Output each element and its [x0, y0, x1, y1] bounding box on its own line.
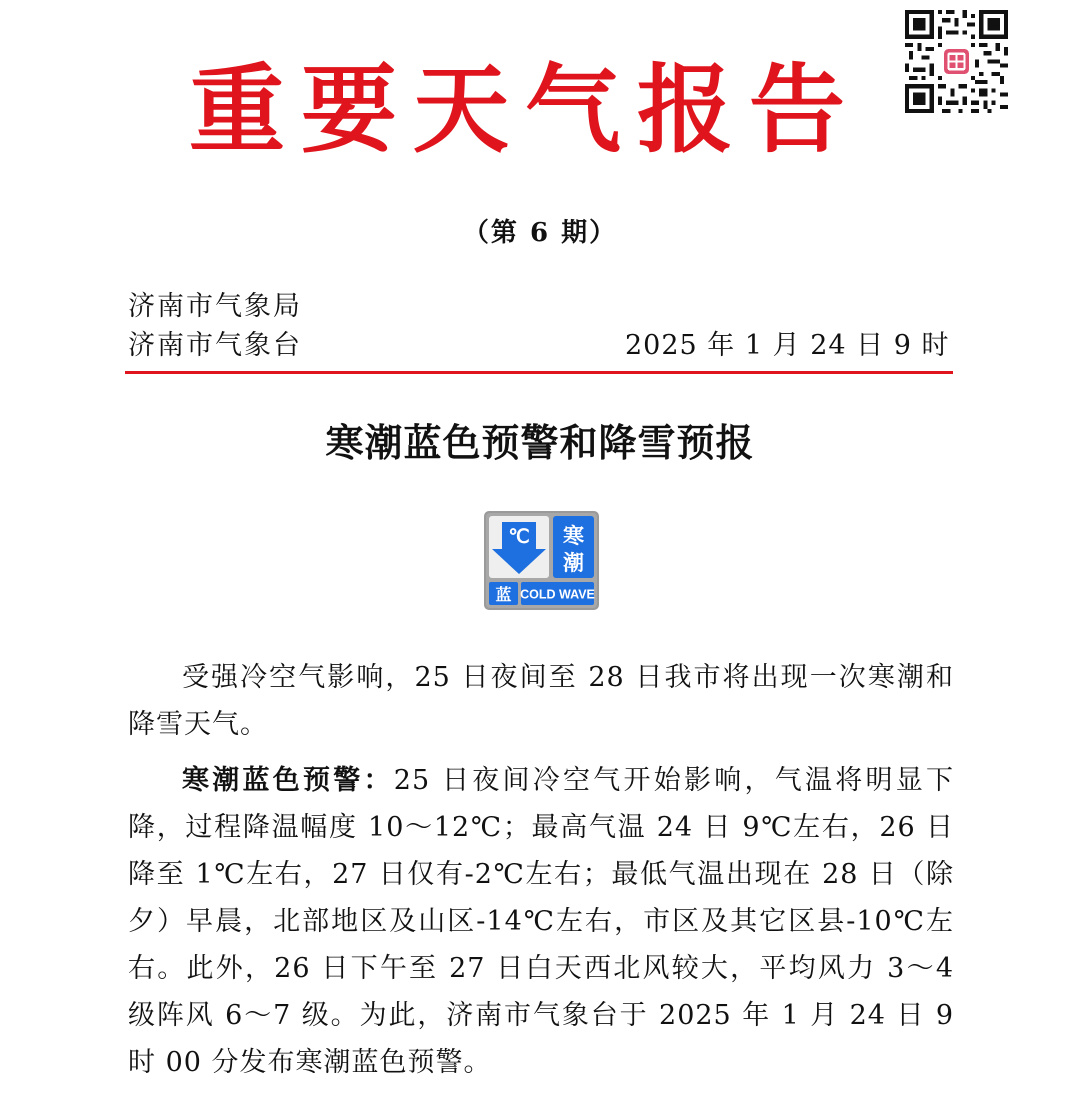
- degree-symbol: ℃: [508, 527, 530, 548]
- icon-level-char: 蓝: [495, 585, 512, 604]
- icon-english-label: COLD WAVE: [520, 587, 595, 602]
- paragraph-overview: 受强冷空气影响，25 日夜间至 28 日我市将出现一次寒潮和降雪天气。: [128, 662, 954, 740]
- report-masthead: 重要天气报告: [189, 53, 861, 166]
- paragraph-cold-wave-warning: [128, 757, 954, 1086]
- warning-lead: 寒潮蓝色预警：: [182, 765, 394, 796]
- icon-char-han: 寒: [563, 524, 584, 548]
- report-headline: 寒潮蓝色预警和降雪预报: [325, 420, 755, 465]
- warning-text: 25 日夜间冷空气开始影响，气温将明显下降，过程降温幅度 10～12℃；最高气温 24 日 9℃左右，26 日降至 1℃左右，27 日仅有-2℃左右；最低气温出现在 28 日（除夕）早晨，北部地区及山区-14℃左右，市区及其它区县-10℃左右。此外，26 日下午至 27 日白天西北风较大，平均风力 3～4 级阵风 6～7 级。为此，济南市气象台于 2025 年 1 月 24 日 9 时 00 分发布寒潮蓝色预警。: [128, 765, 954, 1078]
- issuer-bureau: 济南市气象局: [128, 291, 302, 322]
- issue-number: （第 6 期）: [462, 218, 618, 248]
- cold-wave-blue-warning-icon: [484, 511, 599, 610]
- icon-char-chao: 潮: [563, 551, 584, 575]
- qr-code[interactable]: [905, 10, 1008, 113]
- header-divider: [125, 371, 953, 374]
- issuer-observatory: 济南市气象台: [128, 330, 302, 361]
- issue-time: 2025 年 1 月 24 日 9 时: [625, 330, 950, 361]
